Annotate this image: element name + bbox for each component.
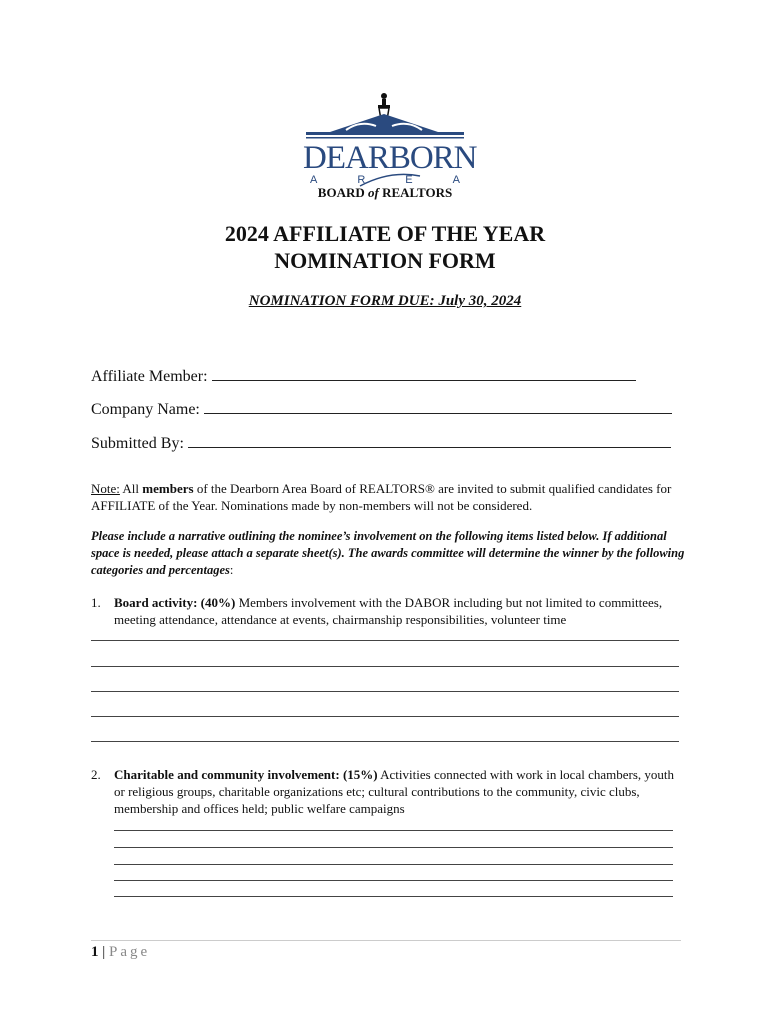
page-label: Page [109, 944, 151, 960]
instructions-end: : [229, 563, 234, 577]
answer-line[interactable] [91, 741, 679, 742]
submitted-by-label: Submitted By: [91, 435, 184, 452]
affiliate-member-field [91, 366, 636, 386]
submitted-by-field [91, 433, 671, 453]
submitted-by-input-line[interactable] [188, 433, 671, 448]
logo-area-letter: E [405, 174, 413, 186]
item-number: 2. [91, 767, 101, 782]
answer-line[interactable] [114, 880, 673, 881]
due-date: NOMINATION FORM DUE: July 30, 2024 [248, 293, 522, 309]
instructions-text: Please include a narrative outlining the nominee’s involvement on the following items listed below. If additional space is needed, please attach a separate sheet(s). The awards committee will determine the winner by the following categories and percentages [91, 529, 685, 577]
answer-line[interactable] [91, 691, 679, 692]
page-title [0, 220, 770, 274]
company-name-field [91, 399, 672, 419]
item-text: Members involvement with the DABOR including but not limited to committees, meeting attendance, attendance at events, chairmanship responsibilities, volunteer time [114, 595, 663, 627]
instructions-paragraph [91, 528, 691, 579]
logo-area-letter: R [357, 174, 366, 186]
logo-board-post: REALTORS [378, 185, 453, 200]
note-text-b: of the Dearborn Area Board of REALTORS® are invited to submit qualified candidates for AFFILIATE of the Year. Nominations made by non-members will not be considered. [91, 481, 672, 513]
answer-line[interactable] [91, 666, 679, 667]
item-number: 1. [91, 595, 101, 610]
page-number: 1 [91, 944, 99, 960]
answer-line[interactable] [114, 864, 673, 865]
answer-line[interactable] [114, 830, 673, 831]
affiliate-member-label: Affiliate Member: [91, 368, 208, 385]
answer-line[interactable] [91, 716, 679, 717]
logo-board-pre: BOARD [317, 185, 368, 200]
note-paragraph [91, 480, 691, 514]
logo-board-of: of [368, 185, 379, 200]
footer-separator: | [98, 944, 110, 960]
company-name-input-line[interactable] [204, 399, 672, 414]
answer-line[interactable] [114, 847, 673, 848]
title-line-1: 2024 AFFILIATE OF THE YEAR [224, 221, 546, 246]
item-body [114, 766, 684, 817]
answer-line[interactable] [91, 640, 679, 641]
logo-board-text [300, 186, 470, 199]
dearborn-logo [300, 90, 477, 202]
note-text-a: All [119, 481, 143, 496]
company-name-label: Company Name: [91, 401, 200, 418]
page-footer [91, 944, 150, 961]
item-text: Activities connected with work in local chambers, youth or religious groups, charitable organizations etc; cultural contributions to the community, civic clubs, membership and offices held; public welfare campaigns [114, 767, 675, 816]
affiliate-member-input-line[interactable] [212, 366, 636, 381]
logo-area-letter: A [310, 174, 318, 186]
note-label: Note: [91, 481, 120, 496]
building-pediment-icon [300, 90, 470, 146]
item-title: Charitable and community involvement: (15%) [114, 767, 378, 782]
footer-divider [91, 940, 681, 941]
note-bold: members [142, 481, 194, 496]
title-line-2: NOMINATION FORM [274, 248, 496, 273]
answer-line[interactable] [114, 896, 673, 897]
logo-wordmark: DEARBORN [303, 140, 477, 176]
item-body [114, 594, 684, 628]
logo-area-letter: A [452, 174, 460, 186]
item-title: Board activity: (40%) [114, 595, 236, 610]
